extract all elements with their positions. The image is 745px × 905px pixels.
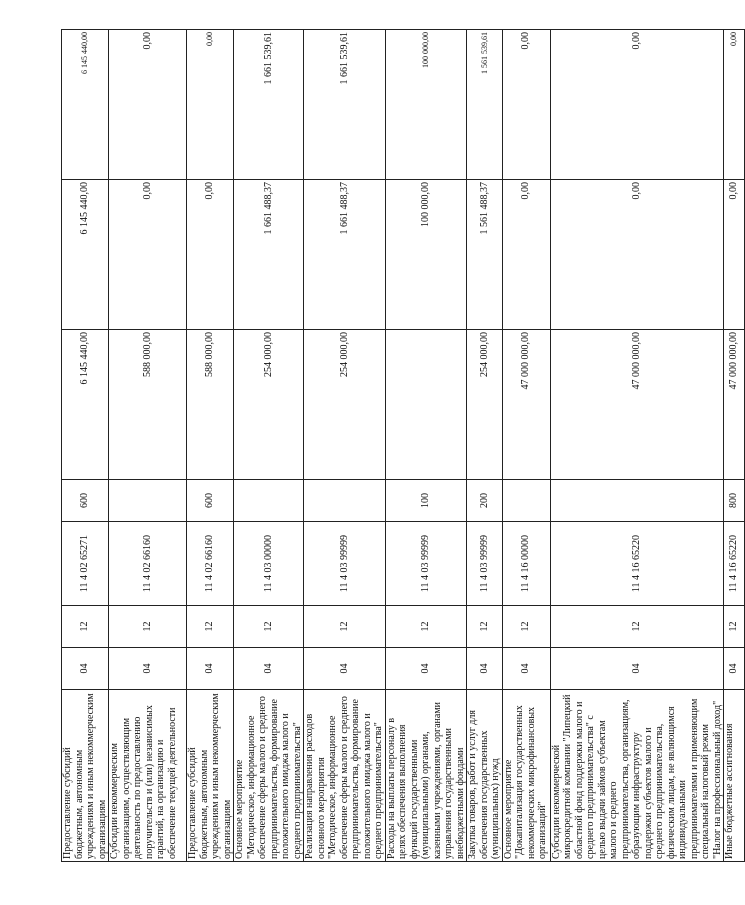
amount-year3-cell: 0,00 (502, 30, 550, 180)
table-row (187, 30, 234, 862)
table-row (385, 30, 467, 862)
target-article-cell: 11 4 02 66160 (187, 522, 234, 606)
amount-year2-cell: 0,00 (550, 180, 724, 330)
table-row (304, 30, 386, 862)
description-cell: Реализация направления расходов основного мероприятия "Методическое, информационное обеспечение сферы малого и среднего предпринимательства, формирование положительного имиджа малого и среднего предпринимательства" (304, 690, 386, 862)
table-body (62, 30, 745, 862)
section-cell: 04 (234, 648, 304, 690)
amount-year1-cell: 6 145 440,00 (62, 330, 109, 480)
amount-year3-cell: 100 000,00 (385, 30, 467, 180)
rotated-table-wrapper (61, 30, 740, 862)
amount-year2-cell: 0,00 (724, 180, 745, 330)
amount-year3-cell: 0,00 (724, 30, 745, 180)
section-cell: 04 (467, 648, 503, 690)
amount-year1-cell: 47 000 000,00 (502, 330, 550, 480)
expense-type-cell: 100 (385, 480, 467, 522)
budget-table (61, 29, 745, 862)
description-cell: Расходы на выплаты персоналу в целях обеспечения выполнения функций государственными (муниципальными) органами, казенными учреждениями, органами управления государственными внебюджетными фондами (385, 690, 467, 862)
target-article-cell: 11 4 03 99999 (304, 522, 386, 606)
subsection-cell: 12 (109, 606, 187, 648)
amount-year1-cell: 47 000 000,00 (724, 330, 745, 480)
subsection-cell: 12 (304, 606, 386, 648)
section-cell: 04 (550, 648, 724, 690)
amount-year3-cell: 0,00 (187, 30, 234, 180)
section-cell: 04 (187, 648, 234, 690)
expense-type-cell (304, 480, 386, 522)
table-row (502, 30, 550, 862)
subsection-cell: 12 (550, 606, 724, 648)
expense-type-cell (550, 480, 724, 522)
amount-year2-cell: 0,00 (187, 180, 234, 330)
expense-type-cell: 200 (467, 480, 503, 522)
description-cell: Основное мероприятие "Методическое, информационное обеспечение сферы малого и среднего предпринимательства, формирование положительного имиджа малого и среднего предпринимательства" (234, 690, 304, 862)
expense-type-cell: 600 (187, 480, 234, 522)
table-row (724, 30, 745, 862)
target-article-cell: 11 4 16 00000 (502, 522, 550, 606)
table-row (234, 30, 304, 862)
amount-year1-cell (385, 330, 467, 480)
description-cell: Основное мероприятие "Докапитализация государственных некоммерческих микрофинансовых организаций" (502, 690, 550, 862)
section-cell: 04 (385, 648, 467, 690)
subsection-cell: 12 (234, 606, 304, 648)
amount-year1-cell: 254 000,00 (234, 330, 304, 480)
expense-type-cell: 600 (62, 480, 109, 522)
amount-year1-cell: 47 000 000,00 (550, 330, 724, 480)
description-cell: Иные бюджетные ассигнования (724, 690, 745, 862)
amount-year1-cell: 588 000,00 (109, 330, 187, 480)
table-row (467, 30, 503, 862)
amount-year2-cell: 1 561 488,37 (467, 180, 503, 330)
amount-year2-cell: 0,00 (502, 180, 550, 330)
section-cell: 04 (502, 648, 550, 690)
description-cell: Субсидии некоммерческим организациям, осуществляющим деятельность по предоставлению поручительств и (или) независимых гарантий, на организацию и обеспечение текущей деятельности (109, 690, 187, 862)
amount-year3-cell: 0,00 (109, 30, 187, 180)
amount-year3-cell: 0,00 (550, 30, 724, 180)
section-cell: 04 (724, 648, 745, 690)
target-article-cell: 11 4 03 99999 (467, 522, 503, 606)
table-row (62, 30, 109, 862)
section-cell: 04 (62, 648, 109, 690)
expense-type-cell (234, 480, 304, 522)
amount-year2-cell: 1 661 488,37 (234, 180, 304, 330)
table-row (109, 30, 187, 862)
subsection-cell: 12 (187, 606, 234, 648)
target-article-cell: 11 4 03 99999 (385, 522, 467, 606)
subsection-cell: 12 (502, 606, 550, 648)
description-cell: Субсидии некоммерческой микрокредитной компании "Липецкий областной фонд поддержки малого и среднего предпринимательства" с целью выдачи займов субъектам малого и среднего предпринимательства, организациям, образующим инфраструктуру поддержки субъектов малого и среднего предпринимательства, физическим лицам, не являющимся индивидуальными предпринимателями и применяющим специальный налоговый режим "Налог на профессиональный доход" (550, 690, 724, 862)
target-article-cell: 11 4 03 00000 (234, 522, 304, 606)
subsection-cell: 12 (385, 606, 467, 648)
target-article-cell: 11 4 02 66160 (109, 522, 187, 606)
target-article-cell: 11 4 16 65220 (550, 522, 724, 606)
subsection-cell: 12 (62, 606, 109, 648)
amount-year2-cell: 0,00 (109, 180, 187, 330)
amount-year2-cell: 6 145 440,00 (62, 180, 109, 330)
amount-year1-cell: 254 000,00 (304, 330, 386, 480)
table-row (550, 30, 724, 862)
description-cell: Предоставление субсидий бюджетным, автономным учреждениям и иным некоммерческим организациям (187, 690, 234, 862)
amount-year2-cell: 100 000,00 (385, 180, 467, 330)
amount-year1-cell: 254 000,00 (467, 330, 503, 480)
amount-year3-cell: 1 661 539,61 (304, 30, 386, 180)
amount-year3-cell: 1 561 539,61 (467, 30, 503, 180)
target-article-cell: 11 4 02 65271 (62, 522, 109, 606)
amount-year3-cell: 1 661 539,61 (234, 30, 304, 180)
amount-year1-cell: 588 000,00 (187, 330, 234, 480)
expense-type-cell (109, 480, 187, 522)
section-cell: 04 (304, 648, 386, 690)
section-cell: 04 (109, 648, 187, 690)
subsection-cell: 12 (467, 606, 503, 648)
expense-type-cell: 800 (724, 480, 745, 522)
subsection-cell: 12 (724, 606, 745, 648)
target-article-cell: 11 4 16 65220 (724, 522, 745, 606)
amount-year2-cell: 1 661 488,37 (304, 180, 386, 330)
amount-year3-cell: 6 145 440,00 (62, 30, 109, 180)
description-cell: Закупка товаров, работ и услуг для обеспечения государственных (муниципальных) нужд (467, 690, 503, 862)
expense-type-cell (502, 480, 550, 522)
description-cell: Предоставление субсидий бюджетным, автономным учреждениям и иным некоммерческим организациям (62, 690, 109, 862)
